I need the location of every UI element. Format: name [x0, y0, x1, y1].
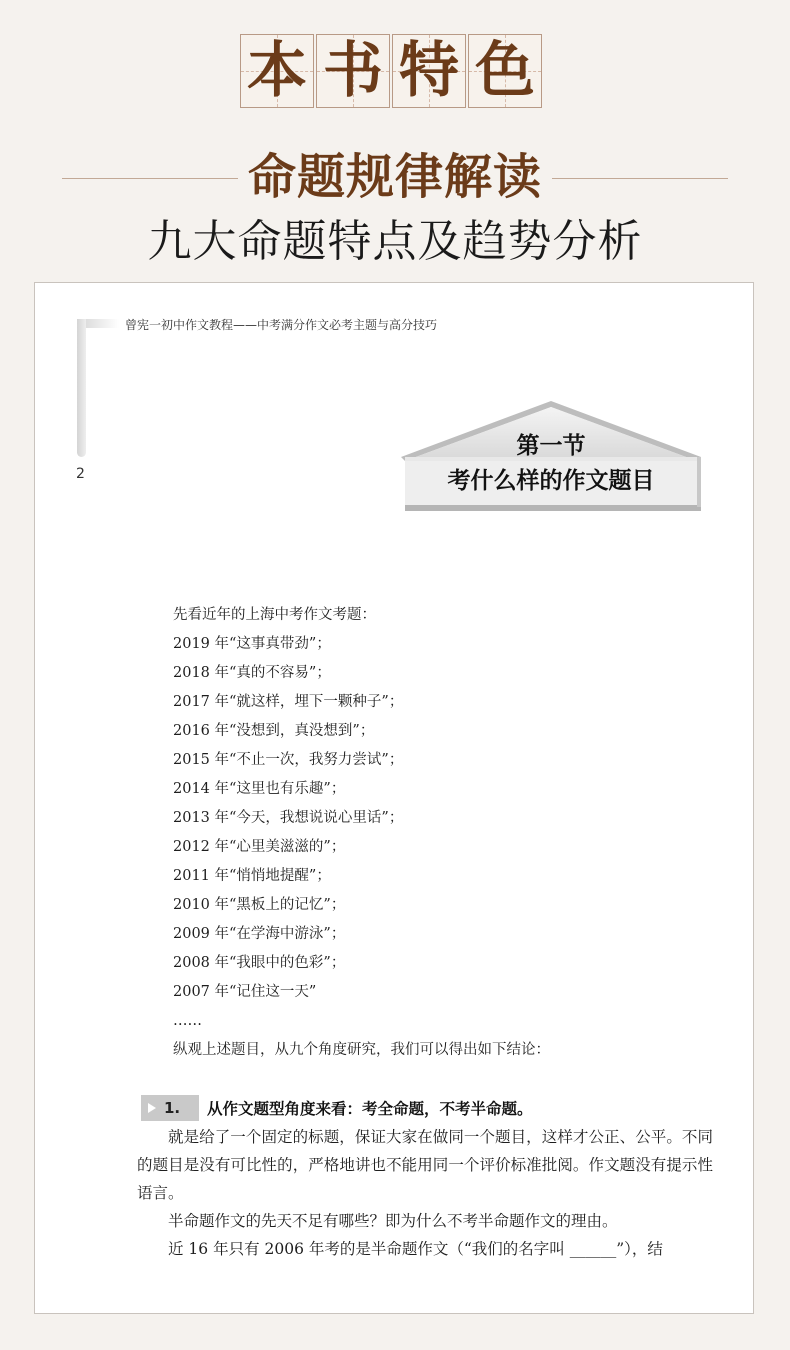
book-features-title — [240, 34, 542, 108]
list-item: 2009 年“在学海中游泳”； — [173, 926, 346, 942]
list-item: 2013 年“今天，我想说说心里话”； — [173, 810, 404, 826]
point-title: 从作文题型角度来看：考全命题，不考半命题。 — [207, 1100, 533, 1118]
list-item: 2017 年“就这样，埋下一颗种子”； — [173, 694, 404, 710]
list-item: 2007 年“记住这一天” — [173, 984, 317, 1000]
play-triangle-icon — [148, 1103, 156, 1113]
paragraph: 近 16 年只有 2006 年考的是半命题作文（“我们的名字叫 ______”），结 — [168, 1240, 663, 1258]
list-item: 2015 年“不止一次，我努力尝试”； — [173, 752, 404, 768]
point-number: 1. — [164, 1099, 181, 1117]
list-item: 纵观上述题目，从九个角度研究，我们可以得出如下结论： — [173, 1042, 550, 1058]
book-page-preview — [34, 282, 754, 1314]
paragraph: 半命题作文的先天不足有哪些？即为什么不考半命题作文的理由。 — [168, 1212, 618, 1230]
subtitle-text: 命题规律解读 — [238, 148, 552, 206]
list-item: 2016 年“没想到，真没想到”； — [173, 723, 375, 739]
list-item: 先看近年的上海中考作文考题： — [173, 607, 376, 623]
title-char: 本 — [240, 34, 314, 108]
title-char: 特 — [392, 34, 466, 108]
section-title: 考什么样的作文题目 — [447, 468, 655, 494]
point-tag — [141, 1095, 199, 1121]
section-number: 第一节 — [516, 433, 586, 459]
page-number: 2 — [76, 466, 85, 482]
title-char: 色 — [468, 34, 542, 108]
list-item: 2014 年“这里也有乐趣”； — [173, 781, 346, 797]
subtitle-secondary: 九大命题特点及趋势分析 — [147, 216, 643, 267]
point-heading — [141, 1095, 533, 1121]
list-item: …… — [173, 1013, 202, 1029]
list-item: 2012 年“心里美滋滋的”； — [173, 839, 346, 855]
list-item: 2011 年“悄悄地提醒”； — [173, 868, 331, 884]
side-decoration — [77, 319, 86, 457]
list-item: 2008 年“我眼中的色彩”； — [173, 955, 346, 971]
list-item: 2019 年“这事真带劲”； — [173, 636, 331, 652]
running-head: 曾宪一初中作文教程——中考满分作文必考主题与高分技巧 — [125, 318, 438, 332]
list-item: 2018 年“真的不容易”； — [173, 665, 331, 681]
subtitle — [0, 148, 790, 206]
title-char: 书 — [316, 34, 390, 108]
list-item: 2010 年“黑板上的记忆”； — [173, 897, 346, 913]
paragraph: 就是给了一个固定的标题，保证大家在做同一个题目，这样才公正、公平。不同的题目是没有可比性的，严格地讲也不能用同一个评价标准批阅。作文题没有提示性语言。 — [137, 1128, 713, 1202]
section-heading — [401, 395, 705, 513]
exam-topic-list — [173, 601, 550, 1065]
